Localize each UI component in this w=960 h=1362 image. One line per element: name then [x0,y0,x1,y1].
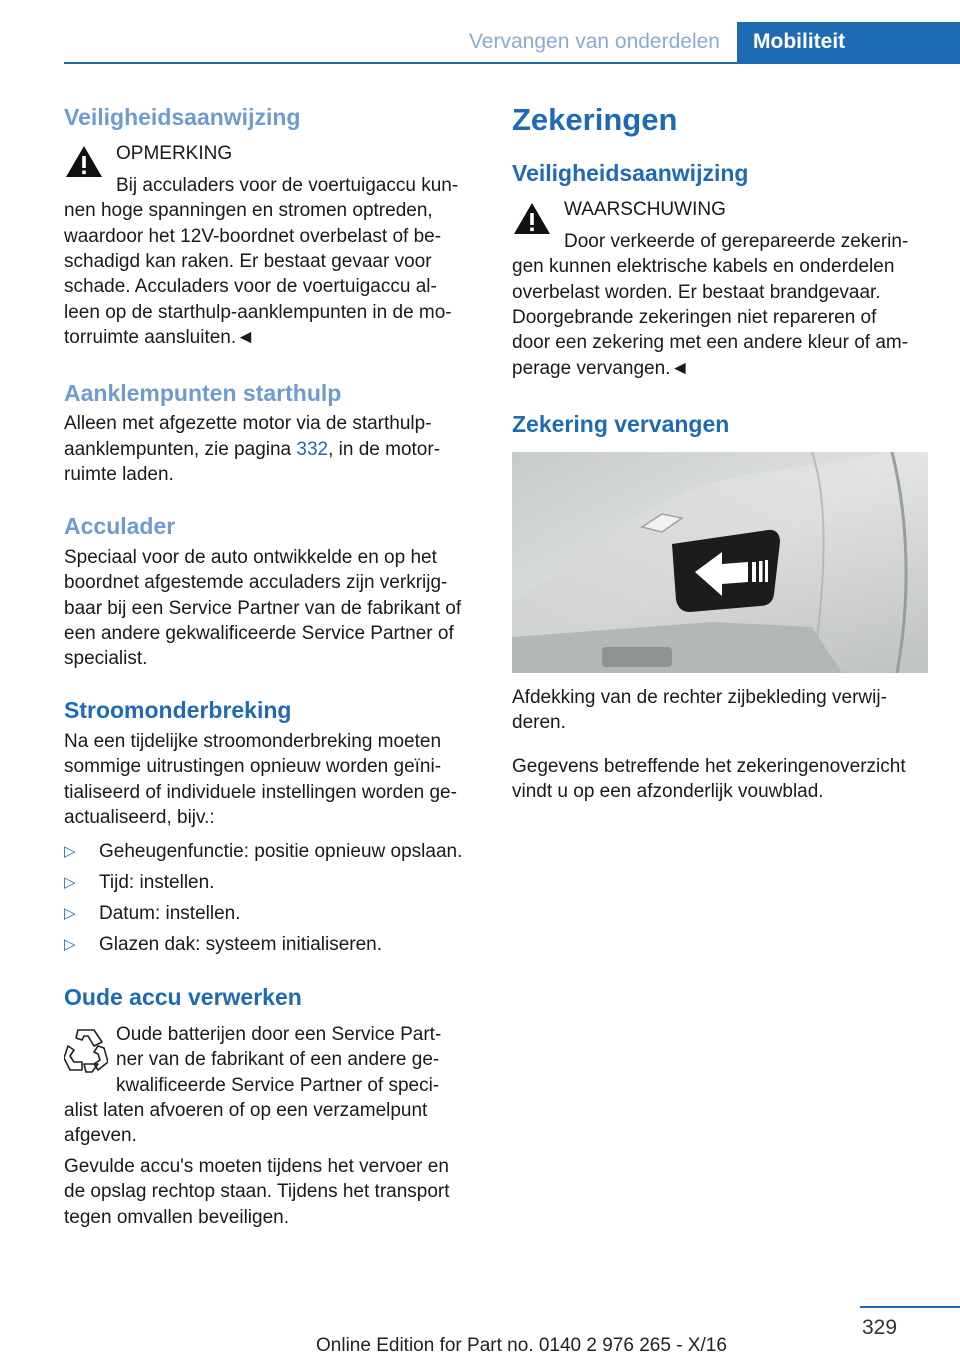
jump-start-text-line: aanklempunten, zie pagina 332, in de motor- [64,439,441,460]
interruption-text-line: sommige uitrustingen opnieuw worden geïni- [64,756,442,777]
fuse-safety-heading: Veiligheidsaanwijzing [512,160,749,186]
disposal-text-line: kwalificeerde Service Partner of speci- [116,1075,440,1096]
edition-note: Online Edition for Part no. 0140 2 976 265 - X/16 [316,1335,727,1356]
safety-text-line: leen op de starthulp-aanklempunten in de mo- [64,302,452,323]
jump-start-text-line: ruimte laden. [64,464,174,485]
charger-text-line: baar bij een Service Partner van de fabrikant of [64,598,462,619]
safety-text-line: torruimte aansluiten.◄ [64,327,255,348]
safety-text-line: waardoor het 12V-boordnet overbelast of be- [64,226,442,247]
interruption-heading: Stroomonderbreking [64,697,292,723]
disposal-heading: Oude accu verwerken [64,984,302,1010]
safety-text-line: nen hoge spanningen en stromen optreden, [64,200,433,221]
triangle-right-bullet-icon: ▷ [64,874,76,891]
fuse-caption-line: Afdekking van de rechter zijbekleding verwij- [512,687,887,708]
footer-rule [860,1306,960,1308]
disposal-text-line: ner van de fabrikant of een andere ge- [116,1049,440,1070]
jump-start-heading: Aanklempunten starthulp [64,380,342,406]
fuse-safety-text-line: door een zekering met een andere kleur of am- [512,332,909,353]
fuse-info-line: Gegevens betreffende het zekeringenoverzicht [512,756,906,777]
triangle-right-bullet-icon: ▷ [64,905,76,922]
charger-heading: Acculader [64,513,176,539]
fuse-info-line: vindt u op een afzonderlijk vouwblad. [512,781,824,802]
interruption-text-line: actualiseerd, bijv.: [64,807,215,828]
charger-text-line: specialist. [64,648,148,669]
recycle-icon [64,1026,108,1074]
warning-triangle-icon [512,201,552,237]
safety-heading: Veiligheidsaanwijzing [64,104,301,130]
fuse-caption-line: deren. [512,712,566,733]
disposal-text-line: Gevulde accu's moeten tijdens het vervoer en [64,1156,449,1177]
header-section-title: Vervangen van onderdelen [468,30,720,53]
side-trim-cover-photo [512,452,928,673]
jump-start-text-line: Alleen met afgezette motor via de starthulp- [64,413,432,434]
disposal-text-line: tegen omvallen beveiligen. [64,1207,289,1228]
interruption-text-line: tialiseerd of individuele instellingen worden ge- [64,782,457,803]
safety-text-line: schadigd kan raken. Er bestaat gevaar voor [64,251,432,272]
charger-text-line: Speciaal voor de auto ontwikkelde en op het [64,547,437,568]
warning-triangle-icon [64,144,104,180]
charger-text-line: boordnet afgestemde acculaders zijn verkrijg- [64,572,448,593]
page-reference-link[interactable]: 332 [296,439,329,460]
safety-label: OPMERKING [116,143,233,164]
interruption-text-line: Na een tijdelijke stroomonderbreking moeten [64,731,442,752]
disposal-text-line: alist laten afvoeren of op een verzamelpunt [64,1100,428,1121]
disposal-text-line: afgeven. [64,1125,137,1146]
fuse-safety-text-line: Door verkeerde of gerepareerde zekerin- [564,231,909,252]
header-rule [64,62,960,64]
page-number: 329 [862,1316,898,1339]
fuse-safety-text-line: Doorgebrande zekeringen niet repareren of [512,307,877,328]
chapter-title: Zekeringen [512,102,678,137]
fuse-safety-text-line: gen kunnen elektrische kabels en onderdelen [512,256,895,277]
triangle-right-bullet-icon: ▷ [64,843,76,860]
disposal-text-line: Oude batterijen door een Service Part- [116,1024,442,1045]
fuse-safety-text-line: perage vervangen.◄ [512,358,690,379]
disposal-text-line: de opslag rechtop staan. Tijdens het transport [64,1181,450,1202]
triangle-right-bullet-icon: ▷ [64,936,76,953]
fuse-replace-heading: Zekering vervangen [512,411,730,437]
safety-text-line: Bij acculaders voor de voertuigaccu kun- [116,175,459,196]
header-chapter-tab[interactable]: Mobiliteit [737,22,960,62]
charger-text-line: een andere gekwalificeerde Service Partner of [64,623,454,644]
safety-text-line: schade. Acculaders voor de voertuigaccu al- [64,276,437,297]
fuse-safety-label: WAARSCHUWING [564,199,726,220]
fuse-safety-text-line: overbelast worden. Er bestaat brandgevaar. [512,282,881,303]
